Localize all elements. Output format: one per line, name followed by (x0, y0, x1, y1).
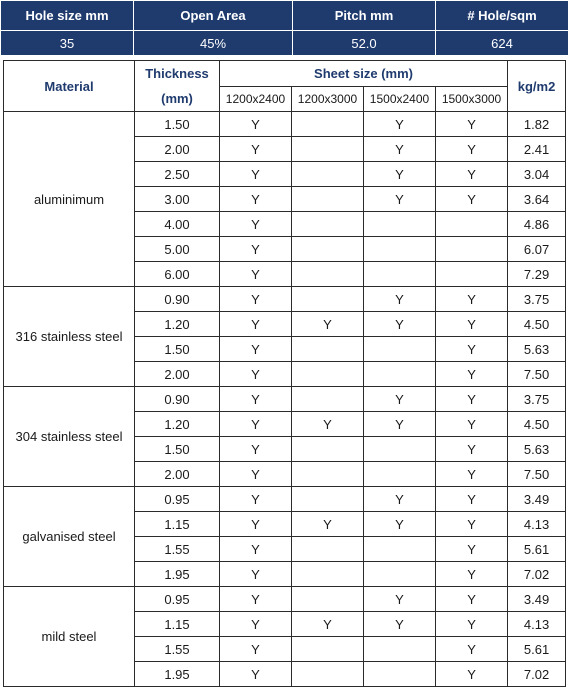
table-row (4, 387, 566, 412)
size-1200x3000-cell (292, 112, 364, 137)
size-1200x3000-cell (292, 562, 364, 587)
size-1200x2400-cell: Y (220, 337, 292, 362)
size-1500x3000-cell: Y (436, 437, 508, 462)
weight-cell: 1.82 (508, 112, 566, 137)
size-1200x3000-cell (292, 362, 364, 387)
size-1500x2400-cell: Y (364, 312, 436, 337)
size-1500x3000-cell: Y (436, 537, 508, 562)
weight-cell: 2.41 (508, 137, 566, 162)
thickness-cell: 1.55 (135, 537, 220, 562)
size-1500x2400-cell: Y (364, 487, 436, 512)
thickness-header-unit: (mm) (135, 87, 220, 112)
weight-cell: 4.50 (508, 412, 566, 437)
weight-header: kg/m2 (508, 61, 566, 112)
weight-cell: 7.50 (508, 462, 566, 487)
table-row (4, 112, 566, 137)
weight-cell: 7.29 (508, 262, 566, 287)
weight-cell: 4.50 (508, 312, 566, 337)
summary-header-hole-size: Hole size mm (1, 1, 134, 31)
size-1500x2400-cell (364, 637, 436, 662)
thickness-cell: 6.00 (135, 262, 220, 287)
size-1200x2400-cell: Y (220, 237, 292, 262)
weight-cell: 5.63 (508, 337, 566, 362)
size-1500x2400-cell (364, 237, 436, 262)
summary-table (0, 0, 569, 56)
material-header: Material (4, 61, 135, 112)
size-1500x3000-cell: Y (436, 137, 508, 162)
size-1200x3000-cell: Y (292, 412, 364, 437)
summary-value-pitch: 52.0 (293, 31, 436, 56)
size-1200x3000-cell (292, 487, 364, 512)
weight-cell: 3.49 (508, 587, 566, 612)
size-1500x3000-cell: Y (436, 462, 508, 487)
size-1500x2400-cell (364, 437, 436, 462)
size-1200x2400-cell: Y (220, 112, 292, 137)
size-1200x3000-cell (292, 387, 364, 412)
size-1200x3000-cell (292, 662, 364, 687)
thickness-cell: 1.95 (135, 562, 220, 587)
summary-value-open-area: 45% (134, 31, 293, 56)
thickness-cell: 5.00 (135, 237, 220, 262)
thickness-cell: 1.55 (135, 637, 220, 662)
size-1500x3000-cell: Y (436, 362, 508, 387)
weight-cell: 5.63 (508, 437, 566, 462)
table-row (4, 287, 566, 312)
summary-value-row (1, 31, 569, 56)
size-1500x3000-cell: Y (436, 487, 508, 512)
thickness-cell: 0.95 (135, 587, 220, 612)
size-1500x2400-cell: Y (364, 187, 436, 212)
material-cell: mild steel (4, 587, 135, 687)
size-1200x3000-cell: Y (292, 612, 364, 637)
weight-cell: 4.13 (508, 612, 566, 637)
spec-table (3, 60, 566, 687)
thickness-cell: 3.00 (135, 187, 220, 212)
size-1200x2400-cell: Y (220, 437, 292, 462)
size-1500x3000-cell: Y (436, 637, 508, 662)
weight-cell: 7.02 (508, 662, 566, 687)
size-1500x3000-cell: Y (436, 162, 508, 187)
size-1500x3000-cell: Y (436, 112, 508, 137)
size-1500x3000-cell (436, 262, 508, 287)
material-cell: galvanised steel (4, 487, 135, 587)
size-1200x2400-cell: Y (220, 612, 292, 637)
table-row (4, 587, 566, 612)
size-1500x3000-cell: Y (436, 587, 508, 612)
material-cell: aluminimum (4, 112, 135, 287)
size-1200x2400-cell: Y (220, 312, 292, 337)
size-1200x3000-cell (292, 587, 364, 612)
size-1200x2400-cell: Y (220, 262, 292, 287)
thickness-cell: 1.95 (135, 662, 220, 687)
size-1200x2400-cell: Y (220, 537, 292, 562)
material-cell: 316 stainless steel (4, 287, 135, 387)
size-1500x2400-cell: Y (364, 137, 436, 162)
thickness-cell: 1.20 (135, 412, 220, 437)
size-1200x2400-cell: Y (220, 412, 292, 437)
size-1200x2400-cell: Y (220, 512, 292, 537)
thickness-cell: 2.00 (135, 137, 220, 162)
size-1200x2400-cell: Y (220, 162, 292, 187)
sheet-size-header: Sheet size (mm) (220, 61, 508, 87)
weight-cell: 6.07 (508, 237, 566, 262)
summary-header-pitch: Pitch mm (293, 1, 436, 31)
size-1200x2400-cell: Y (220, 487, 292, 512)
sheet-size-1200x3000: 1200x3000 (292, 87, 364, 112)
size-1200x2400-cell: Y (220, 187, 292, 212)
size-1500x3000-cell (436, 237, 508, 262)
size-1500x3000-cell: Y (436, 562, 508, 587)
size-1500x3000-cell: Y (436, 512, 508, 537)
thickness-cell: 1.15 (135, 512, 220, 537)
size-1200x3000-cell: Y (292, 512, 364, 537)
size-1200x3000-cell (292, 137, 364, 162)
size-1200x2400-cell: Y (220, 387, 292, 412)
summary-value-hole-size: 35 (1, 31, 134, 56)
size-1200x2400-cell: Y (220, 562, 292, 587)
weight-cell: 3.04 (508, 162, 566, 187)
size-1500x2400-cell (364, 362, 436, 387)
size-1200x2400-cell: Y (220, 137, 292, 162)
spec-header-row-1 (4, 61, 566, 87)
thickness-cell: 2.00 (135, 462, 220, 487)
summary-value-holes-per-sqm: 624 (436, 31, 569, 56)
weight-cell: 3.64 (508, 187, 566, 212)
summary-header-row (1, 1, 569, 31)
size-1500x2400-cell: Y (364, 387, 436, 412)
size-1500x3000-cell: Y (436, 662, 508, 687)
weight-cell: 5.61 (508, 537, 566, 562)
sheet-size-1500x3000: 1500x3000 (436, 87, 508, 112)
size-1200x3000-cell (292, 437, 364, 462)
size-1500x2400-cell: Y (364, 162, 436, 187)
weight-cell: 3.75 (508, 387, 566, 412)
thickness-cell: 0.95 (135, 487, 220, 512)
size-1200x3000-cell (292, 537, 364, 562)
thickness-cell: 1.20 (135, 312, 220, 337)
size-1500x2400-cell: Y (364, 612, 436, 637)
size-1500x2400-cell (364, 537, 436, 562)
size-1500x2400-cell (364, 337, 436, 362)
size-1500x3000-cell: Y (436, 612, 508, 637)
size-1200x3000-cell (292, 187, 364, 212)
size-1500x3000-cell: Y (436, 337, 508, 362)
weight-cell: 3.75 (508, 287, 566, 312)
size-1500x2400-cell (364, 212, 436, 237)
size-1500x3000-cell: Y (436, 412, 508, 437)
size-1200x3000-cell (292, 212, 364, 237)
thickness-cell: 1.50 (135, 112, 220, 137)
size-1500x2400-cell: Y (364, 112, 436, 137)
size-1500x2400-cell: Y (364, 512, 436, 537)
size-1200x3000-cell (292, 237, 364, 262)
size-1500x3000-cell (436, 212, 508, 237)
size-1200x2400-cell: Y (220, 362, 292, 387)
thickness-cell: 0.90 (135, 287, 220, 312)
material-cell: 304 stainless steel (4, 387, 135, 487)
summary-header-holes-per-sqm: # Hole/sqm (436, 1, 569, 31)
weight-cell: 3.49 (508, 487, 566, 512)
weight-cell: 7.50 (508, 362, 566, 387)
thickness-cell: 4.00 (135, 212, 220, 237)
thickness-cell: 1.50 (135, 337, 220, 362)
size-1500x3000-cell: Y (436, 287, 508, 312)
size-1500x2400-cell: Y (364, 587, 436, 612)
thickness-cell: 2.00 (135, 362, 220, 387)
weight-cell: 7.02 (508, 562, 566, 587)
size-1500x2400-cell (364, 462, 436, 487)
size-1500x3000-cell: Y (436, 312, 508, 337)
size-1500x2400-cell (364, 562, 436, 587)
thickness-cell: 1.50 (135, 437, 220, 462)
size-1200x2400-cell: Y (220, 287, 292, 312)
size-1500x3000-cell: Y (436, 387, 508, 412)
size-1200x3000-cell: Y (292, 312, 364, 337)
size-1500x2400-cell (364, 262, 436, 287)
size-1500x3000-cell: Y (436, 187, 508, 212)
table-row (4, 487, 566, 512)
weight-cell: 5.61 (508, 637, 566, 662)
size-1200x3000-cell (292, 162, 364, 187)
size-1200x2400-cell: Y (220, 212, 292, 237)
summary-header-open-area: Open Area (134, 1, 293, 31)
size-1200x2400-cell: Y (220, 662, 292, 687)
sheet-size-1200x2400: 1200x2400 (220, 87, 292, 112)
size-1200x3000-cell (292, 462, 364, 487)
weight-cell: 4.86 (508, 212, 566, 237)
size-1200x3000-cell (292, 287, 364, 312)
size-1200x3000-cell (292, 262, 364, 287)
spec-table-body (4, 112, 566, 687)
size-1200x2400-cell: Y (220, 637, 292, 662)
size-1200x3000-cell (292, 637, 364, 662)
size-1200x2400-cell: Y (220, 587, 292, 612)
thickness-header-label: Thickness (135, 61, 220, 87)
size-1200x2400-cell: Y (220, 462, 292, 487)
size-1500x2400-cell (364, 662, 436, 687)
size-1500x2400-cell: Y (364, 287, 436, 312)
thickness-cell: 2.50 (135, 162, 220, 187)
thickness-cell: 1.15 (135, 612, 220, 637)
size-1200x3000-cell (292, 337, 364, 362)
weight-cell: 4.13 (508, 512, 566, 537)
sheet-size-1500x2400: 1500x2400 (364, 87, 436, 112)
thickness-cell: 0.90 (135, 387, 220, 412)
size-1500x2400-cell: Y (364, 412, 436, 437)
